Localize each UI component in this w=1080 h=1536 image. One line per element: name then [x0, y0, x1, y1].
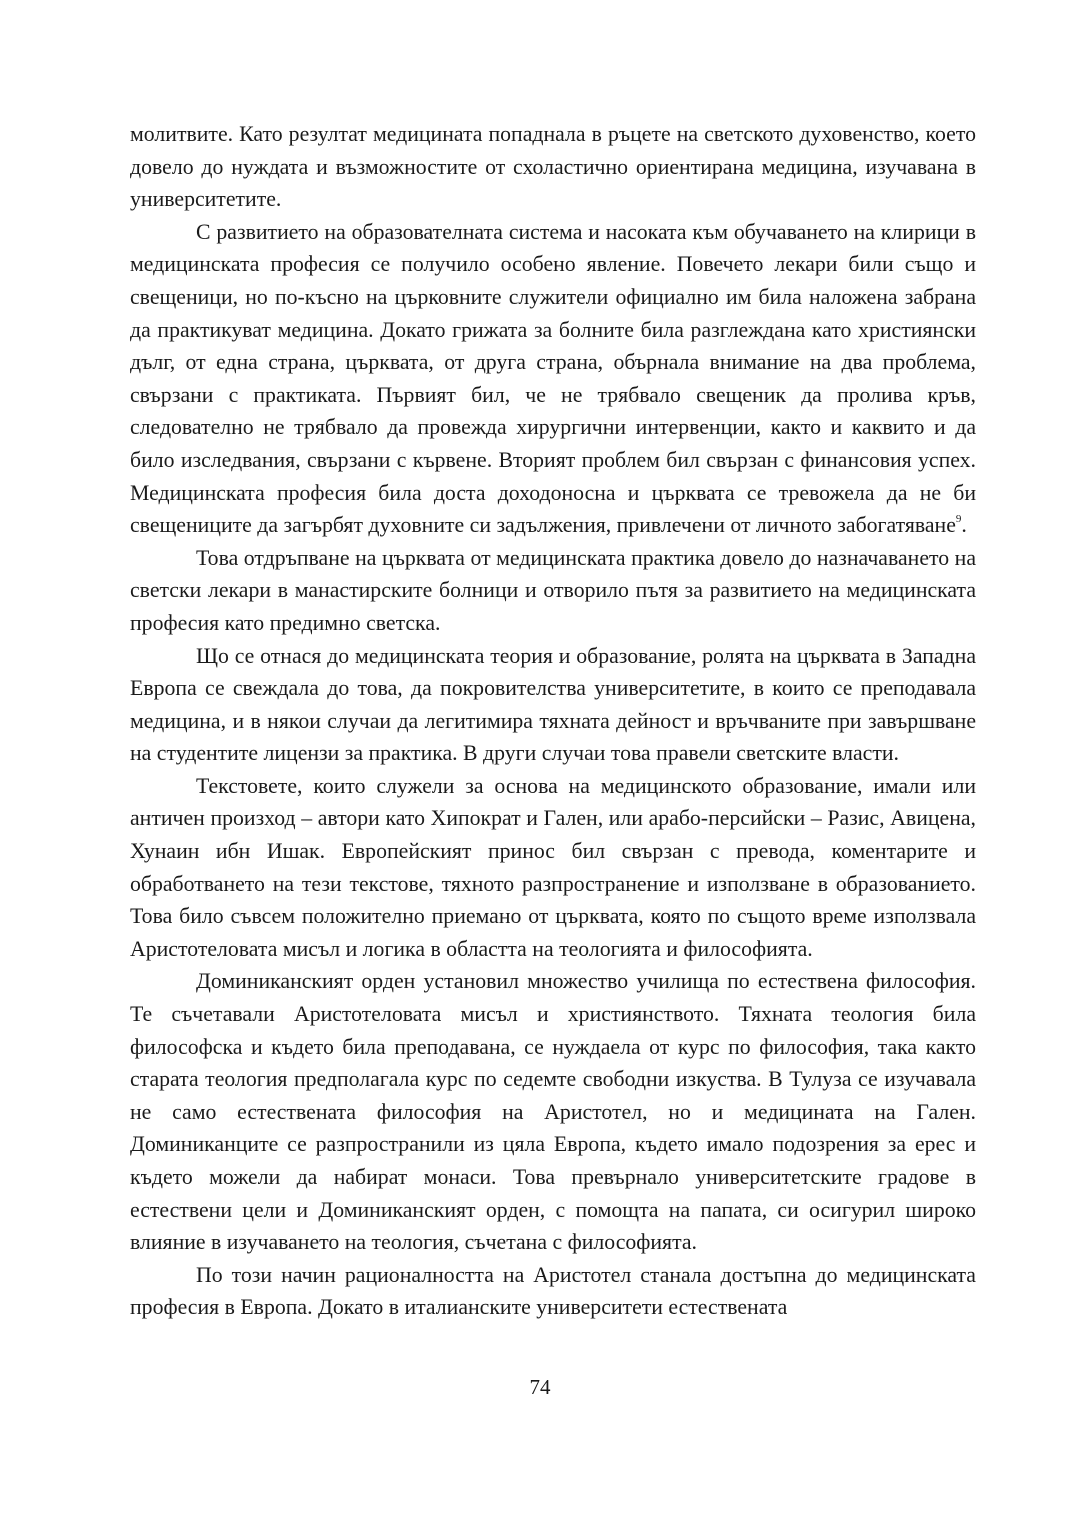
paragraph-text: Текстовете, които служели за основа на медицинското образование, имали или античен произход – автори като Хипократ и Гален, или арабо-персийски – Разис, Авицена, Хунаин ибн Ишак. Европейският принос бил свързан с превода, коментарите и обработването на тези текстове, тяхното разпространение и използване в образованието. Това било съвсем положително приемано от църквата, която по същото време използвала Аристотеловата мисъл и логика в областта на теологията и философията.: [130, 773, 976, 961]
paragraph-text: Доминиканският орден установил множество училища по естествена философия. Те съчетавали Аристотеловата мисъл и християнството. Тяхната теология била философска и където била преподавана, се нуждаела от курс по философия, така както старата теология предполагала курс по седемте свободни изкуства. В Тулуза се изучавала не само естествената философия на Аристотел, но и медицината на Гален. Доминиканците се разпространили из цяла Европа, където имало подозрения за ерес и където можели да набират монаси. Това превърнало университетските градове в естествени цели и Доминиканският орден, с помощта на папата, си осигурил широко влияние в изучаването на теология, съчетана с философията.: [130, 969, 976, 1255]
paragraph-tail: .: [961, 513, 967, 538]
paragraph-continuation: [130, 118, 976, 216]
paragraph-text: молитвите. Като резултат медицината попаднала в ръцете на светското духовенство, което довело до нуждата и възможностите от схоластично ориентирана медицина, изучавана в университетите.: [130, 122, 976, 212]
paragraph-text: По този начин рационалността на Аристотел станала достъпна до медицинската професия в Европа. Докато в италианските университети естествената: [130, 1262, 976, 1320]
paragraph: [130, 965, 976, 1258]
paragraph: [130, 1259, 976, 1324]
paragraph: [130, 542, 976, 640]
page-number: 74: [529, 1375, 551, 1399]
page-body: [130, 118, 976, 1324]
paragraph: [130, 216, 976, 542]
paragraph-text: Що се отнася до медицинската теория и образование, ролята на църквата в Западна Европа се свеждала до това, да покровителства университетите, в които се преподавала медицина, и в някои случаи да легитимира тяхната дейност и връчваните при завършване на студентите лицензи за практика. В други случаи това правели светските власти.: [130, 643, 976, 766]
paragraph-text: Това отдръпване на църквата от медицинската практика довело до назначаването на светски лекари в манастирските болници и отворило пътя за развитието на медицинската професия като предимно светска.: [130, 545, 976, 635]
footnote-reference[interactable]: 9: [955, 512, 962, 525]
paragraph: [130, 640, 976, 770]
paragraph: [130, 770, 976, 966]
paragraph-text: С развитието на образователната система и насоката към обучаването на клирици в медицинската професия се получило особено явление. Повечето лекари били също и свещеници, но по-късно на църковните служители официално им била наложена забрана да практикуват медицина. Докато грижата за болните била разглеждана като християнски дълг, от една страна, църквата, от друга страна, обърнала внимание на два проблема, свързани с практиката. Първият бил, че не трябвало свещеник да пролива кръв, следователно не трябвало да провежда хирургични интервенции, както и каквито и да било изследвания, свързани с кървене. Вторият проблем бил свързан с финансовия успех. Медицинската професия била доста доходоносна и църквата се тревожела да не би свещениците да загърбят духовните си задължения, привлечени от личното забогатяване: [130, 219, 976, 538]
